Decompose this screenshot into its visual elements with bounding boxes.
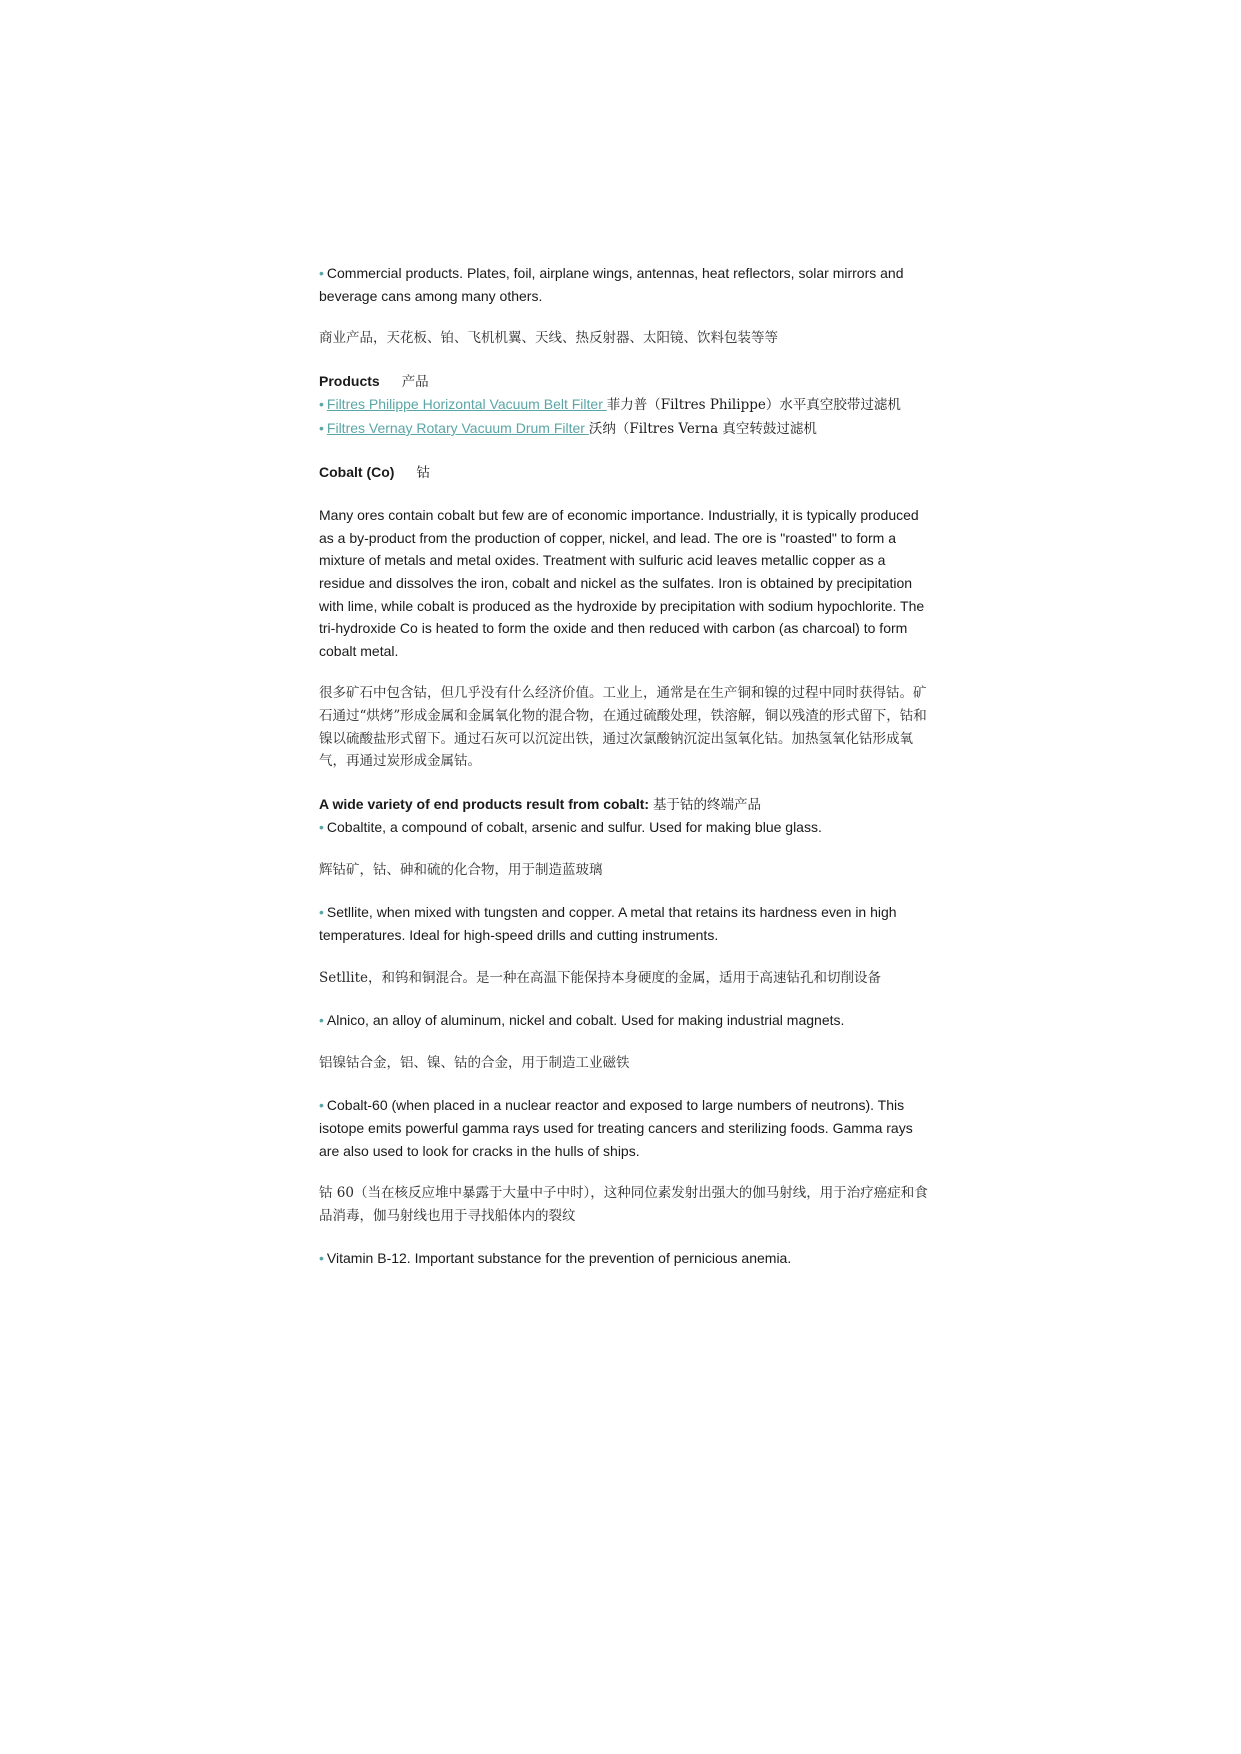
bullet-icon: • xyxy=(319,819,324,836)
cobalt-heading-zh: 钴 xyxy=(416,464,430,481)
bullet-icon: • xyxy=(319,265,324,281)
cobalt-intro: Many ores contain cobalt but few are of economic importance. Industrially, it is typically produced as a by-product from the production of copper, nickel, and lead. The ore is "roasted" to form a mixture of metals and metal oxides. Treatment with sulfuric acid leaves metallic copper as a residue and dissolves the iron, cobalt and nickel as the sulfates. Iron is obtained by precipitation with lime, while cobalt is produced as the hydroxide by precipitation with sodium hypochlorite. The tri-hydroxide Co is heated to form the oxide and then reduced with carbon (as charcoal) to form cobalt metal. xyxy=(319,507,925,659)
end-products-heading-line xyxy=(319,793,929,817)
bullet-icon: • xyxy=(319,396,324,413)
list-item xyxy=(319,1009,929,1032)
end-products-heading-zh: 基于钴的终端产品 xyxy=(652,796,761,813)
bullet-icon: • xyxy=(319,1097,324,1114)
list-item-text: Setllite, when mixed with tungsten and copper. A metal that retains its hardness even in high temperatures. Ideal for high-speed drills and cutting instruments. xyxy=(319,904,897,944)
product-zh: 沃纳（Filtres Verna 真空转鼓过滤机 xyxy=(588,420,817,437)
list-item-text: Alnico, an alloy of aluminum, nickel and cobalt. Used for making industrial magnets. xyxy=(326,1012,845,1029)
product-item xyxy=(319,393,929,417)
list-item-zh: 铝镍钴合金，铝、镍、钴的合金，用于制造工业磁铁 xyxy=(319,1054,630,1071)
cobalt-intro-zh: 很多矿石中包含钴，但几乎没有什么经济价值。工业上，通常是在生产铜和镍的过程中同时获得钴。矿石通过“烘烤”形成金属和金属氧化物的混合物，在通过硫酸处理，铁溶解，铜以残渣的形式留下，钴和镍以硫酸盐形式留下。通过石灰可以沉淀出铁，通过次氯酸钠沉淀出氢氧化钴。加热氢氧化钴形成氧气，再通过炭形成金属钴。 xyxy=(319,685,927,770)
list-item-text: Cobalt-60 (when placed in a nuclear reactor and exposed to large numbers of neutrons). This isotope emits powerful gamma rays used for treating cancers and sterilizing foods. Gamma rays are also used to look for cracks in the hulls of ships. xyxy=(319,1097,913,1159)
cobalt-heading: Cobalt (Co) xyxy=(319,463,395,480)
document-page xyxy=(319,262,929,1290)
bullet-icon: • xyxy=(319,1012,324,1029)
list-item xyxy=(319,1094,929,1162)
cobalt-heading-line xyxy=(319,461,929,485)
bullet-icon: • xyxy=(319,419,324,436)
bullet-icon: • xyxy=(319,904,324,921)
list-item-zh: 钴 60（当在核反应堆中暴露于大量中子中时），这种同位素发射出强大的伽马射线，用于治疗癌症和食品消毒，伽马射线也用于寻找船体内的裂纹 xyxy=(319,1185,928,1224)
products-heading-line xyxy=(319,370,929,394)
list-item-text: Cobaltite, a compound of cobalt, arsenic and sulfur. Used for making blue glass. xyxy=(326,819,822,836)
product-item xyxy=(319,417,929,441)
list-item xyxy=(319,816,929,839)
products-heading: Products xyxy=(319,372,380,389)
end-products-heading: A wide variety of end products result from cobalt: xyxy=(319,795,650,812)
list-item xyxy=(319,1247,929,1270)
product-zh: 菲力普（Filtres Philippe）水平真空胶带过滤机 xyxy=(606,397,901,414)
product-link-philippe[interactable]: Filtres Philippe Horizontal Vacuum Belt Filter xyxy=(326,396,607,413)
commercial-text: Commercial products. Plates, foil, airplane wings, antennas, heat reflectors, solar mirrors and beverage cans among many others. xyxy=(319,265,904,304)
list-item-text: Vitamin B-12. Important substance for the prevention of pernicious anemia. xyxy=(326,1250,792,1267)
list-item-zh: Setllite，和钨和铜混合。是一种在高温下能保持本身硬度的金属，适用于高速钻孔和切削设备 xyxy=(319,969,882,986)
list-item xyxy=(319,901,929,946)
commercial-paragraph xyxy=(319,262,929,307)
products-heading-zh: 产品 xyxy=(401,373,429,390)
list-item-zh: 辉钴矿，钴、砷和硫的化合物，用于制造蓝玻璃 xyxy=(319,861,603,878)
product-link-vernay[interactable]: Filtres Vernay Rotary Vacuum Drum Filter xyxy=(326,419,589,436)
commercial-zh: 商业产品，天花板、铂、飞机机翼、天线、热反射器、太阳镜、饮料包装等等 xyxy=(319,330,778,347)
bullet-icon: • xyxy=(319,1250,324,1267)
